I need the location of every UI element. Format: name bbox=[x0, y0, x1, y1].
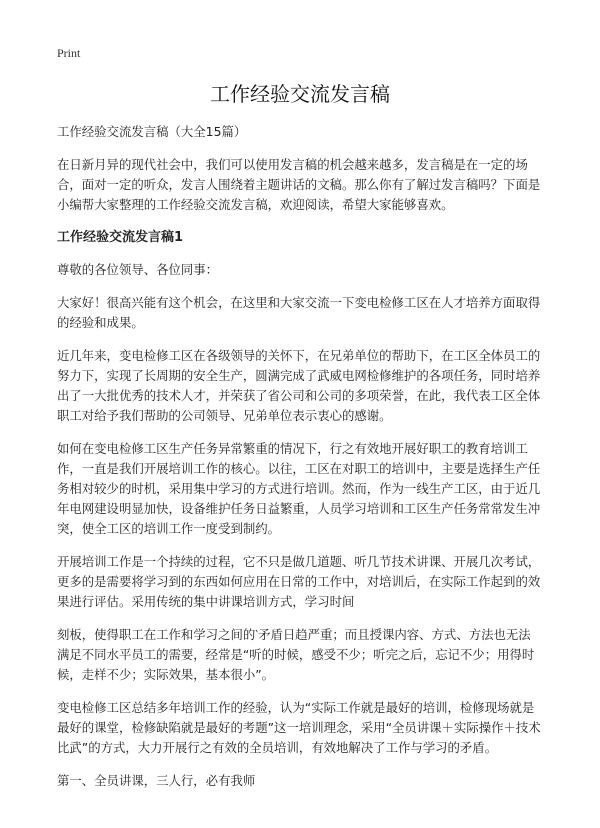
body-paragraph: 刻板，使得职工在工作和学习之间的‵矛盾日趋严重；而且授课内容、方式、方法也无法满足不同水平员工的需要，经常是“听的时候，感受不少；听完之后，忘记不少；用得时候，走样不少；实际效果，基本很小”。 bbox=[57, 627, 535, 682]
body-paragraph: 变电检修工区总结多年培训工作的经验，认为“实际工作就是最好的培训，检修现场就是最好的课堂，检修缺陷就是最好的考题”这一培训理念，采用“全员讲课＋实际操作＋技术比武”的方式，大力开展行之有效的全员培训，有效地解决了工作与学习的矛盾。 bbox=[57, 700, 541, 755]
subtitle: 工作经验交流发言稿（大全15篇） bbox=[57, 124, 247, 139]
body-paragraph: 开展培训工作是一个持续的过程，它不只是做几道题、听几节技术讲课、开展几次考试，更多的是需要将学习到的东西如何应用在日常的工作中，对培训后，在实际工作起到的效果进行评估。采用传统的集中讲课培训方式，学习时间 bbox=[57, 554, 541, 609]
article-body bbox=[57, 122, 543, 804]
intro-paragraph: 在日新月异的现代社会中，我们可以使用发言稿的机会越来越多，发言稿是在一定的场合，面对一定的听众，发言人围绕着主题讲话的文稿。那么你有了解过发言稿吗？下面是小编帮大家整理的工作经验交流发言稿，欢迎阅读，希望大家能够喜欢。 bbox=[57, 157, 541, 212]
page-title: 工作经验交流发言稿 bbox=[210, 82, 390, 106]
print-link[interactable]: Print bbox=[57, 46, 81, 60]
body-paragraph: 如何在变电检修工区生产任务异常繁重的情况下，行之有效地开展好职工的教育培训工作，一直是我们开展培训工作的核心。以往，工区在对职工的培训中，主要是选择生产任务相对较少的时机，采用集中学习的方式进行培训。然而，作为一线生产工区，由于近几年电网建设明显加快，设备维护任务日益繁重，人员学习培训和工区生产任务常常发生冲突，使全工区的培训工作一度受到制约。 bbox=[57, 441, 541, 536]
body-paragraph: 第一、全员讲课，三人行，必有我师 bbox=[57, 773, 256, 788]
body-paragraph: 尊敬的各位领导、各位同事： bbox=[57, 262, 219, 277]
body-paragraph: 大家好！很高兴能有这个机会，在这里和大家交流一下变电检修工区在人才培养方面取得的经验和成果。 bbox=[57, 295, 541, 330]
section-heading: 工作经验交流发言稿1 bbox=[57, 230, 184, 245]
body-paragraph: 近几年来，变电检修工区在各级领导的关怀下，在兄弟单位的帮助下，在工区全体员工的努力下，实现了长周期的安全生产，圆满完成了武威电网检修维护的各项任务，同时培养出了一大批优秀的技术人才，并荣获了省公司和公司的多项荣誉，在此，我代表工区全体职工对给予我们帮助的公司领导、兄弟单位表示衷心的感谢。 bbox=[57, 348, 541, 423]
